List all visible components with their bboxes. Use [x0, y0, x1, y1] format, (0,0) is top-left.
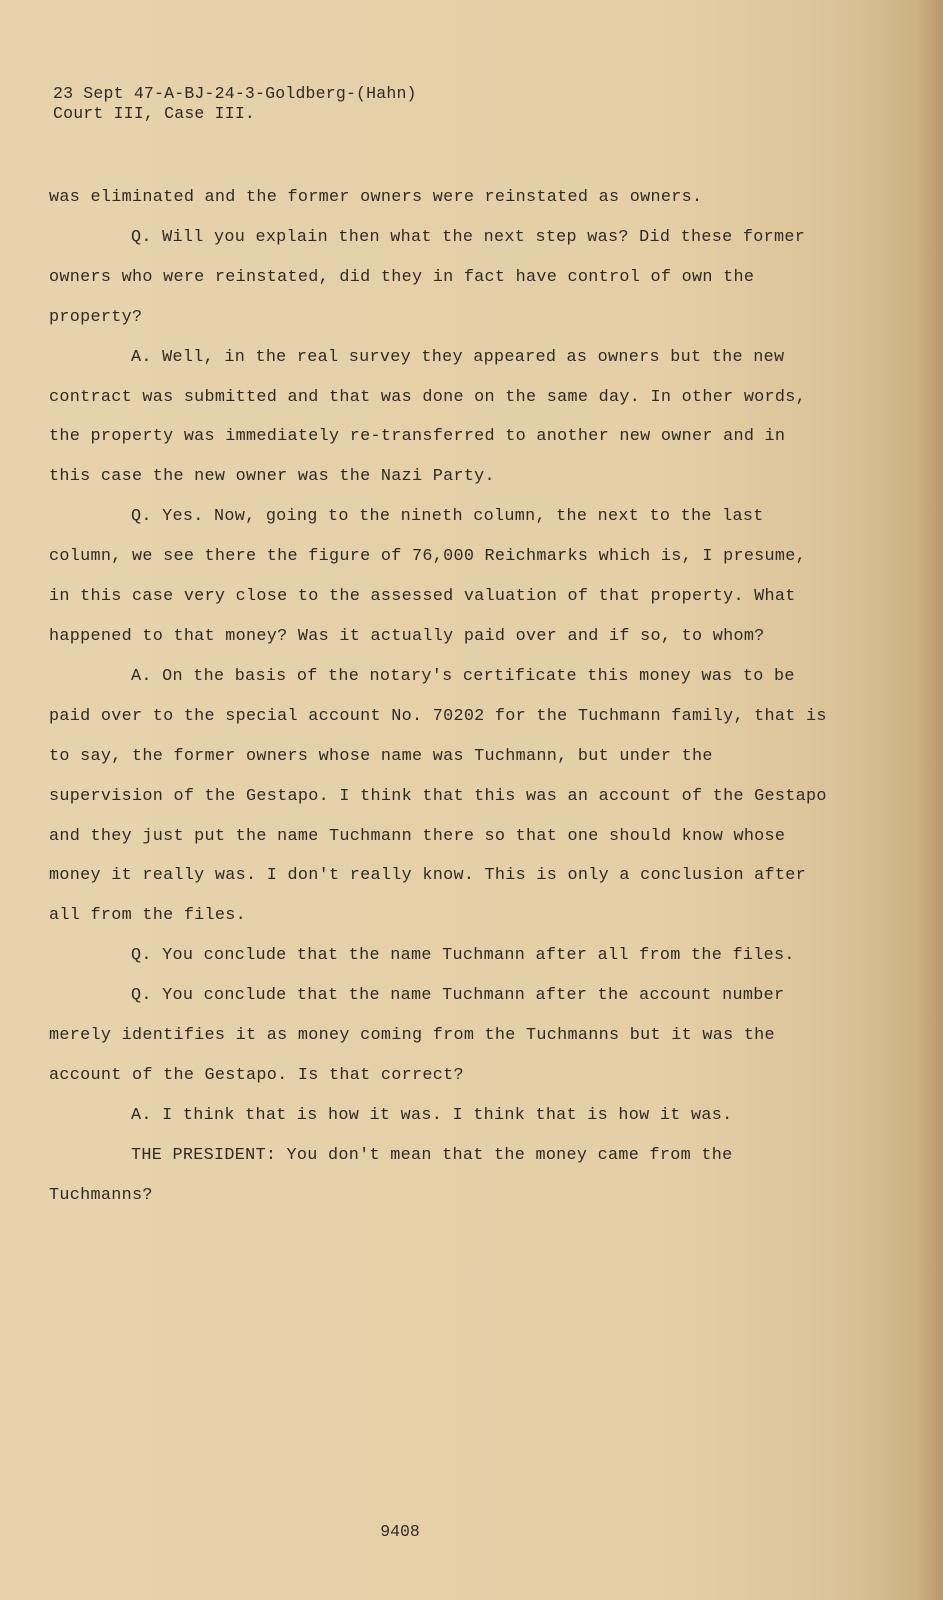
page-edge-shadow — [917, 0, 943, 1600]
paragraph: Q. Yes. Now, going to the nineth column, the next to the last column, we see there the figure of 76,000 Reichmarks which is, I presume, in this case very close to the assessed valuation of that property. What happened to that money? Was it actually paid over and if so, to whom? — [49, 507, 807, 646]
paragraph: Q. You conclude that the name Tuchmann after the account number merely identifies it as money coming from the Tuchmanns but it was the account of the Gestapo. Is that correct? — [49, 986, 785, 1085]
header-line-1: 23 Sept 47-A-BJ-24-3-Goldberg-(Hahn) — [53, 84, 417, 103]
paragraph: THE PRESIDENT: You don't mean that the money came from the Tuchmanns? — [49, 1145, 733, 1205]
paragraph: Q. You conclude that the name Tuchmann after all from the files. — [131, 946, 795, 966]
paragraph: was eliminated and the former owners were reinstated as owners. — [49, 188, 703, 207]
paragraph: Q. Will you explain then what the next step was? Did these former owners who were reinstated, did they in fact have control of own the property? — [49, 227, 806, 327]
page-number: 9408 — [380, 1522, 420, 1541]
paragraph: A. Well, in the real survey they appeared as owners but the new contract was submitted and that was done on the same day. In other words, the property was immediately re-transferred to another new owner and in this case the new owner was the Nazi Party. — [49, 347, 807, 487]
paragraph: A. I think that is how it was. I think that is how it was. — [131, 1105, 733, 1125]
document-header — [53, 84, 417, 124]
paragraph: A. On the basis of the notary's certificate this money was to be paid over to the special account No. 70202 for the Tuchmann family, that is to say, the former owners whose name was Tuchmann, but under the supervision of the Gestapo. I think that this was an account of the Gestapo and they just put the name Tuchmann there so that one should know whose money it really was. I don't really know. This is only a conclusion after all from the files. — [49, 666, 827, 926]
header-line-2: Court III, Case III. — [53, 104, 256, 123]
transcript-body — [49, 178, 829, 1216]
